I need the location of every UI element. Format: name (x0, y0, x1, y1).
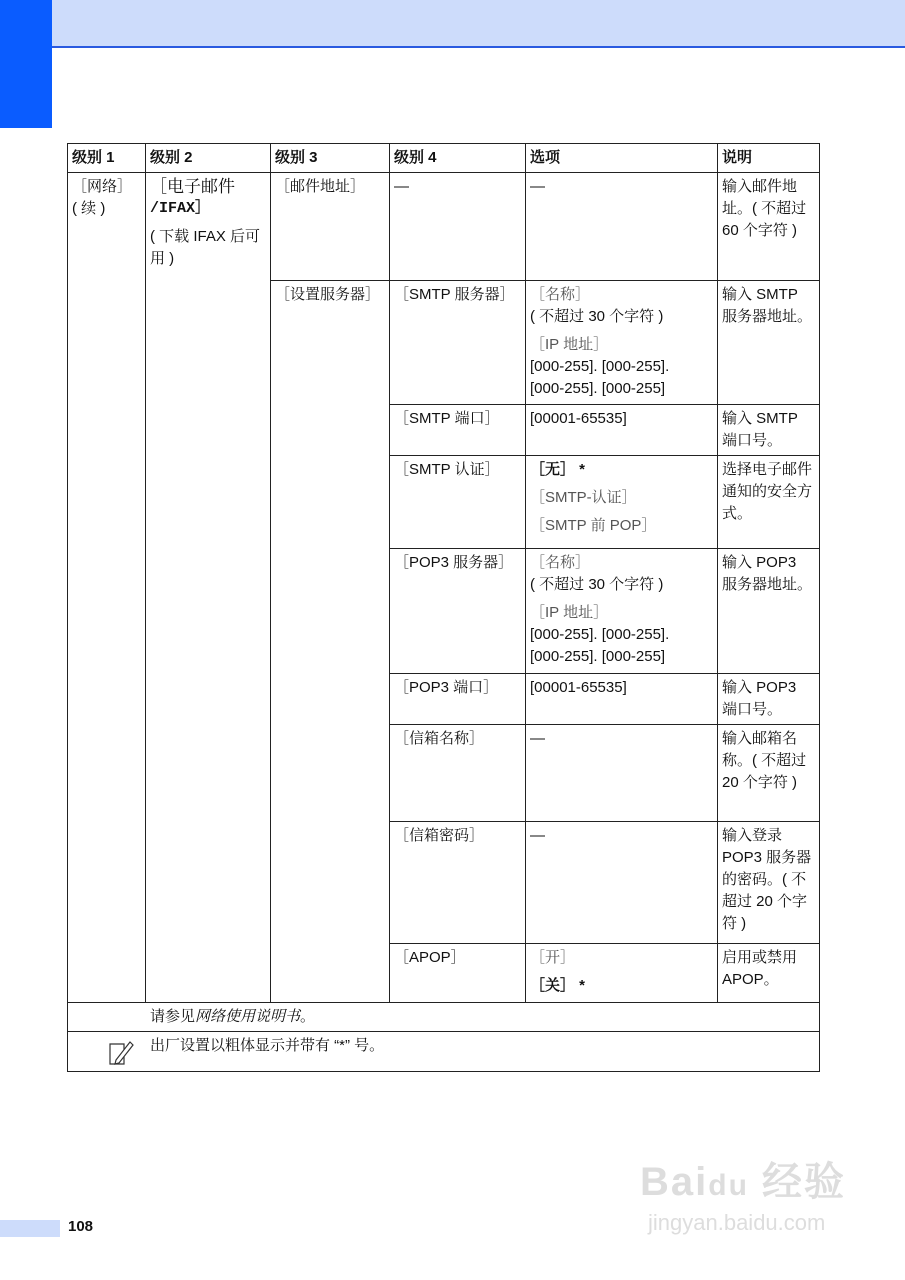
default-setting-note: 出厂设置以粗体显示并带有 “*” 号。 (150, 1037, 385, 1054)
page-number-bar (0, 1220, 60, 1237)
option-range: [000-255]. [000-255]. (530, 626, 670, 643)
baidu-watermark-url: jingyan.baidu.com (648, 1210, 826, 1235)
table-header-row (68, 144, 820, 173)
option-range: [000-255]. [000-255]. (530, 358, 670, 375)
description-cell: 输入邮箱名称。( 不超过 20 个字符 ) (718, 725, 820, 822)
settings-table (67, 143, 820, 1072)
options-cell (526, 281, 718, 405)
level4-cell: ［SMTP 服务器］ (390, 281, 526, 405)
level2-note: ( 下载 IFAX 后可用 ) (150, 228, 261, 267)
level4-cell: — (390, 173, 526, 281)
option-note: ( 不超过 30 个字符 ) (530, 576, 664, 593)
level4-cell: ［信箱名称］ (390, 725, 526, 822)
level4-cell: ［SMTP 认证］ (390, 456, 526, 549)
option-item: ［无］ * (530, 461, 586, 478)
level3-setup-server: ［设置服务器］ (271, 281, 390, 1003)
description-cell: 输入 POP3 服务器地址。 (718, 549, 820, 674)
options-cell (526, 944, 718, 1003)
option-item: ［名称］ (530, 554, 591, 571)
option-item: ［SMTP 前 POP］ (530, 517, 657, 534)
level4-cell: ［APOP］ (390, 944, 526, 1003)
network-guide-link[interactable]: 网络使用说明书 (195, 1008, 301, 1025)
level1-cell (68, 173, 146, 1003)
level2-label-a: ［电子邮件 (150, 177, 235, 196)
baidu-watermark-logo: Baidu 经验 (640, 1160, 847, 1204)
header-level1: 级别 1 (68, 144, 146, 173)
header-level3: 级别 3 (271, 144, 390, 173)
level1-label: ［网络］ (72, 178, 133, 195)
option-item: ［关］ * (530, 977, 586, 994)
note-pencil-icon (108, 1038, 134, 1066)
header-options: 选项 (526, 144, 718, 173)
options-cell: [00001-65535] (526, 674, 718, 725)
option-range: [000-255]. [000-255] (530, 380, 666, 397)
chapter-tab (0, 0, 52, 128)
table-row (68, 173, 820, 281)
description-cell: 选择电子邮件通知的安全方式。 (718, 456, 820, 549)
level2-label-b: /IFAX］ (150, 200, 211, 217)
level3-email-address: ［邮件地址］ (271, 173, 390, 281)
description-cell: 输入 POP3 端口号。 (718, 674, 820, 725)
description-cell: 输入 SMTP 端口号。 (718, 405, 820, 456)
options-cell: [00001-65535] (526, 405, 718, 456)
level4-cell: ［信箱密码］ (390, 822, 526, 944)
level2-cell (146, 173, 271, 1003)
page-number: 108 (68, 1218, 94, 1235)
options-cell: — (526, 725, 718, 822)
options-cell (526, 456, 718, 549)
option-item: ［名称］ (530, 286, 591, 303)
level1-note: ( 续 ) (72, 200, 106, 217)
description-cell: 输入邮件地址。( 不超过 60 个字符 ) (718, 173, 820, 281)
level4-cell: ［SMTP 端口］ (390, 405, 526, 456)
level4-cell: ［POP3 端口］ (390, 674, 526, 725)
header-level4: 级别 4 (390, 144, 526, 173)
see-also-row (68, 1003, 820, 1032)
see-also-suffix: 。 (300, 1008, 316, 1025)
note-row (68, 1032, 820, 1072)
level4-cell: ［POP3 服务器］ (390, 549, 526, 674)
description-cell: 输入登录 POP3 服务器的密码。( 不超过 20 个字符 ) (718, 822, 820, 944)
option-range: [000-255]. [000-255] (530, 648, 666, 665)
see-also-prefix: 请参见 (150, 1008, 196, 1025)
description-cell: 启用或禁用 APOP。 (718, 944, 820, 1003)
option-note: ( 不超过 30 个字符 ) (530, 308, 664, 325)
options-cell (526, 549, 718, 674)
header-band (52, 0, 905, 48)
options-cell: — (526, 173, 718, 281)
description-cell: 输入 SMTP 服务器地址。 (718, 281, 820, 405)
header-description: 说明 (718, 144, 820, 173)
option-item: ［IP 地址］ (530, 336, 609, 353)
header-level2: 级别 2 (146, 144, 271, 173)
option-item: ［SMTP-认证］ (530, 489, 637, 506)
option-item: ［开］ (530, 949, 576, 966)
options-cell: — (526, 822, 718, 944)
option-item: ［IP 地址］ (530, 604, 609, 621)
